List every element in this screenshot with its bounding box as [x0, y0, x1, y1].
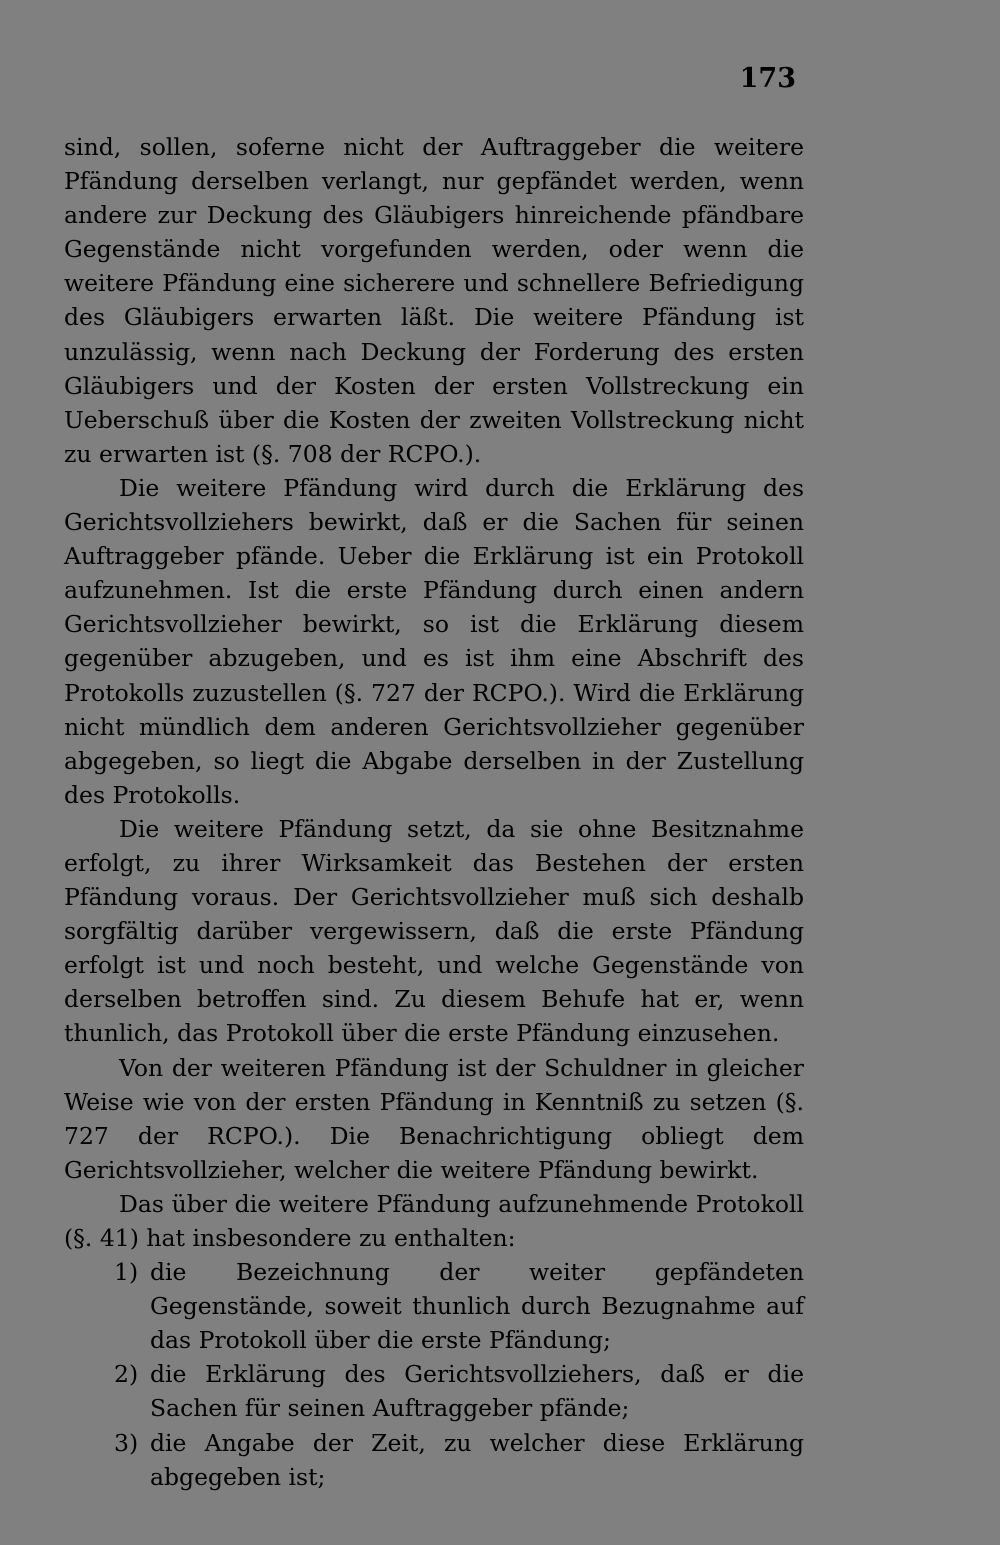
enumerated-list: [64, 1255, 804, 1494]
page-number: 173: [739, 63, 796, 94]
list-item: [64, 1357, 804, 1425]
list-item-number: 3): [114, 1428, 139, 1457]
list-item-text: die Angabe der Zeit, zu welcher diese Erklärung abgegeben ist;: [150, 1428, 804, 1491]
list-item-number: 1): [114, 1258, 139, 1287]
list-item-text: die Erklärung des Gerichtsvollziehers, daß er die Sachen für seinen Auftraggeber pfände;: [150, 1360, 804, 1423]
paragraph-2: Die weitere Pfändung wird durch die Erklärung des Gerichtsvollziehers bewirkt, daß er die Sachen für seinen Auftraggeber pfände. Ueber die Erklärung ist ein Protokoll aufzunehmen. Ist die erste Pfändung durch einen andern Gerichtsvollzieher bewirkt, so ist die Erklärung diesem gegenüber abzugeben, und es ist ihm eine Abschrift des Protokolls zuzustellen (§. 727 der RCPO.). Wird die Erklärung nicht mündlich dem anderen Gerichtsvollzieher gegenüber abgegeben, so liegt die Abgabe derselben in der Zustellung des Protokolls.: [64, 473, 804, 809]
list-item: [64, 1255, 804, 1357]
paragraph-3: Die weitere Pfändung setzt, da sie ohne Besitznahme erfolgt, zu ihrer Wirksamkeit das Bestehen der ersten Pfändung voraus. Der Gerichtsvollzieher muß sich deshalb sorgfältig darüber vergewissern, daß die erste Pfändung erfolgt ist und noch besteht, und welche Gegenstände von derselben betroffen sind. Zu diesem Behufe hat er, wenn thunlich, das Protokoll über die erste Pfändung einzusehen.: [64, 814, 804, 1048]
body-text: [64, 130, 804, 1494]
paragraph-4: Von der weiteren Pfändung ist der Schuldner in gleicher Weise wie von der ersten Pfändung in Kenntniß zu setzen (§. 727 der RCPO.). Die Benachrichtigung obliegt dem Gerichtsvollzieher, welcher die weitere Pfändung bewirkt.: [64, 1053, 804, 1184]
paragraph-5: Das über die weitere Pfändung aufzunehmende Protokoll (§. 41) hat insbesondere zu enthalten:: [64, 1189, 804, 1252]
list-item-text: die Bezeichnung der weiter gepfändeten Gegenstände, soweit thunlich durch Bezugnahme auf das Protokoll über die erste Pfändung;: [150, 1258, 804, 1355]
paragraph-1: sind, sollen, soferne nicht der Auftraggeber die weitere Pfändung derselben verlangt, nur gepfändet werden, wenn andere zur Deckung des Gläubigers hinreichende pfändbare Gegenstände nicht vorgefunden werden, oder wenn die weitere Pfändung eine sicherere und schnellere Befriedigung des Gläubigers erwarten läßt. Die weitere Pfändung ist unzulässig, wenn nach Deckung der Forderung des ersten Gläubigers und der Kosten der ersten Vollstreckung ein Ueberschuß über die Kosten der zweiten Vollstreckung nicht zu erwarten ist (§. 708 der RCPO.).: [64, 133, 804, 468]
list-item: [64, 1426, 804, 1494]
list-item-number: 2): [114, 1360, 139, 1389]
